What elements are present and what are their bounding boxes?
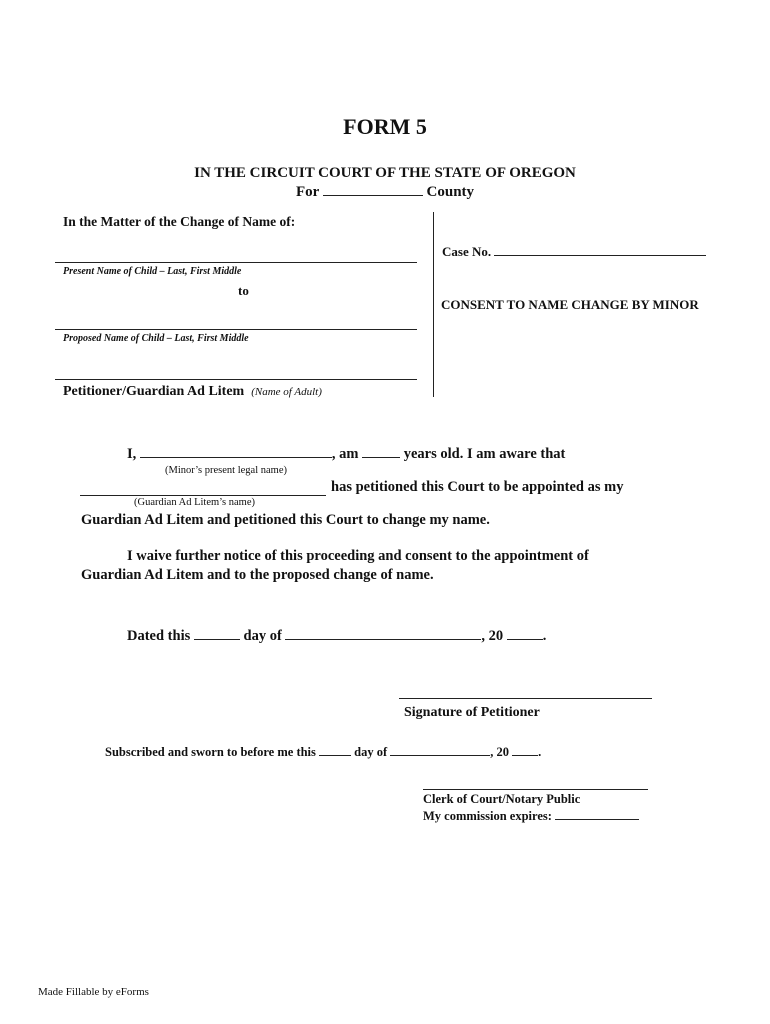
present-name-field[interactable]: [55, 262, 417, 263]
petitioner-label: Petitioner/Guardian Ad Litem: [63, 384, 245, 399]
waiver-line-2: Guardian Ad Litem and to the proposed change of name.: [81, 567, 434, 583]
signature-label: Signature of Petitioner: [404, 705, 540, 720]
gal-name-field[interactable]: [80, 495, 326, 496]
petitioner-name-field[interactable]: [55, 379, 417, 380]
statement-am: , am: [331, 446, 359, 462]
statement-line-2: has petitioned this Court to be appointed as my: [331, 479, 624, 495]
commission-line: [423, 809, 639, 824]
case-no-field[interactable]: [494, 254, 706, 256]
dated-month-field[interactable]: [285, 638, 481, 640]
notary-subscribed: Subscribed and sworn to before me this: [105, 745, 316, 759]
form-title: FORM 5: [343, 114, 427, 139]
notary-signature-field[interactable]: [423, 789, 648, 790]
dated-line: [127, 628, 546, 645]
case-no-label: Case No.: [442, 244, 492, 259]
dated-day-field[interactable]: [194, 638, 240, 640]
minor-name-field[interactable]: [140, 456, 332, 458]
notary-period: .: [538, 745, 542, 759]
proposed-name-field[interactable]: [55, 329, 417, 330]
proposed-name-label: Proposed Name of Child – Last, First Middle: [63, 333, 249, 344]
waiver-line-1: I waive further notice of this proceeding and consent to the appointment of: [127, 548, 589, 564]
petitioner-line: [63, 382, 322, 400]
dated-this: Dated this: [127, 628, 191, 644]
notary-month-field[interactable]: [390, 754, 490, 756]
footer-note: Made Fillable by eForms: [38, 986, 149, 998]
county-field[interactable]: [323, 194, 423, 196]
commission-label: My commission expires:: [423, 809, 552, 823]
document-title: CONSENT TO NAME CHANGE BY MINOR: [441, 297, 699, 312]
statement-i: I,: [127, 446, 137, 462]
statement-years-old: years old. I am aware that: [403, 446, 566, 462]
court-heading: IN THE CIRCUIT COURT OF THE STATE OF OREGON: [194, 165, 576, 181]
commission-field[interactable]: [555, 818, 639, 820]
county-label: County: [426, 184, 475, 200]
statement-line-1: [127, 446, 565, 463]
notary-day-of: day of: [354, 745, 388, 759]
dated-year-prefix: , 20: [481, 628, 504, 644]
notary-line: [105, 745, 541, 760]
present-name-label: Present Name of Child – Last, First Middle: [63, 266, 242, 277]
clerk-label: Clerk of Court/Notary Public: [423, 792, 581, 806]
to-label: to: [238, 283, 249, 298]
gal-name-label: (Guardian Ad Litem’s name): [134, 497, 256, 508]
petitioner-note: (Name of Adult): [251, 386, 322, 398]
notary-year-field[interactable]: [512, 754, 538, 756]
caption-divider: [433, 212, 434, 397]
signature-field[interactable]: [399, 698, 652, 699]
statement-line-3: Guardian Ad Litem and petitioned this Court to change my name.: [81, 512, 490, 528]
dated-day-of: day of: [243, 628, 282, 644]
notary-day-field[interactable]: [319, 754, 351, 756]
age-field[interactable]: [362, 456, 400, 458]
minor-name-label: (Minor’s present legal name): [165, 465, 287, 476]
dated-year-field[interactable]: [507, 638, 543, 640]
county-line: [0, 184, 770, 201]
notary-year-prefix: , 20: [490, 745, 510, 759]
case-number-row: [442, 244, 706, 260]
matter-heading: In the Matter of the Change of Name of:: [63, 214, 296, 229]
county-for: For: [295, 184, 320, 200]
dated-period: .: [542, 628, 547, 644]
